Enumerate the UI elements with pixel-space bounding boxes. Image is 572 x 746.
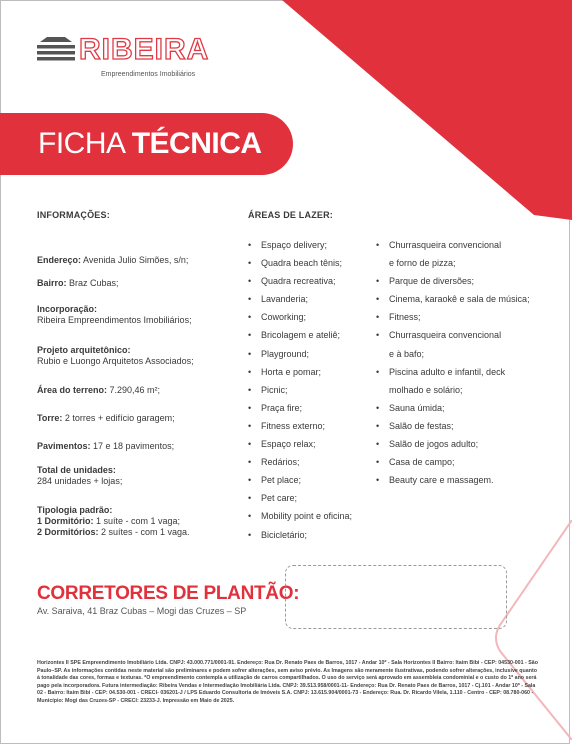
brand-subtitle: Empreendimentos Imobiliários [101,71,196,78]
bullet-icon: • [248,384,252,395]
leisure-item [248,275,352,293]
leisure-item-label: Quadra beach tênis; [261,258,343,269]
leisure-item-label: Bicicletário; [261,529,308,540]
leisure-item [376,239,530,257]
leisure-item-label: Coworking; [261,312,307,323]
leisure-item-label: Praça fire; [261,402,303,413]
info-value: 2 torres + edifício garagem; [62,412,175,423]
leisure-item [376,311,530,329]
brand-name: RIBEIRA [79,33,210,66]
bullet-icon: • [248,529,252,540]
typology-label: 1 Dormitório: [37,515,94,526]
decorative-curve [492,520,572,740]
info-item [37,304,247,327]
leisure-item [248,402,352,420]
info-label: Pavimentos: [37,440,91,451]
brand-logo [37,34,215,84]
bullet-icon: • [376,475,380,486]
leisure-list-2 [376,239,530,492]
bullet-icon: • [248,294,252,305]
leisure-item [376,329,530,347]
contact-box [285,565,507,629]
bullet-icon: • [376,457,380,468]
leisure-item-label: Casa de campo; [389,457,455,468]
typology-label: 2 Dormitórios: [37,527,99,537]
info-item [37,465,247,488]
leisure-item-label: Parque de diversões; [389,276,475,287]
leisure-item-label: Horta e pomar; [261,366,322,377]
leisure-item [248,257,352,275]
leisure-item-label: Piscina adulto e infantil, deck [389,366,506,377]
info-label: Torre: [37,412,63,423]
info-value: Ribeira Empreendimentos Imobiliários; [37,315,192,325]
leisure-item [376,402,530,420]
leisure-item-label: Fitness; [389,312,421,323]
leisure-item-label: e forno de pizza; [389,258,456,269]
bullet-icon: • [248,366,252,377]
bullet-icon: • [248,402,252,413]
info-value: 17 e 18 pavimentos; [90,440,175,451]
bullet-icon: • [248,240,252,250]
bullet-icon: • [376,276,380,287]
leisure-item-label: Mobility point e oficina; [261,511,353,522]
leisure-heading: ÁREAS DE LAZER: [248,210,334,220]
title-light: FICHA [38,127,132,160]
leisure-item [248,366,352,384]
leisure-item-label: Playground; [261,348,310,359]
title-bold: TÉCNICA [131,127,262,160]
leisure-item [248,438,352,456]
leisure-item [248,510,352,528]
leisure-item-label: Beauty care e massagem. [389,475,494,486]
info-value: Avenida Julio Simões, s/n; [81,254,189,265]
leisure-item [376,275,530,293]
agents-section [37,583,299,616]
leisure-item-label: Churrasqueira convencional [389,240,502,250]
leisure-item-label: Redários; [261,457,300,468]
info-value: Braz Cubas; [66,277,119,288]
info-label: Bairro: [37,277,67,288]
bullet-icon: • [248,439,252,450]
bullet-icon: • [376,330,380,341]
leisure-item [376,474,530,492]
leisure-item-label: molhado e solário; [389,384,463,395]
leisure-item [248,311,352,329]
leisure-item-label: Quadra recreativa; [261,276,336,287]
leisure-item-label: Espaço relax; [261,439,316,450]
bullet-icon: • [376,402,380,413]
bullet-icon: • [248,493,252,504]
leisure-item [248,293,352,311]
info-item [37,385,247,397]
bullet-icon: • [248,330,252,341]
bullet-icon: • [376,240,380,250]
leisure-item-label: Cinema, karaokê e sala de música; [389,294,530,305]
bullet-icon: • [376,439,380,450]
bullet-icon: • [248,511,252,522]
info-label: Incorporação: [37,303,98,314]
info-label: Tipologia padrão: [37,504,113,515]
leisure-item [376,420,530,438]
leisure-item-label: Pet place; [261,475,302,486]
leisure-item [248,329,352,347]
bullet-icon: • [376,420,380,431]
agents-title: CORRETORES DE PLANTÃO: [37,583,300,604]
info-item [37,413,247,425]
agents-address: Av. Saraiva, 41 Braz Cubas – Mogi das Cruzes – SP [37,606,247,616]
bullet-icon: • [376,366,380,377]
info-item [37,278,247,290]
leisure-item-label: Pet care; [261,493,298,504]
bullet-icon: • [376,294,380,305]
info-item [37,505,247,517]
info-heading: INFORMAÇÕES: [37,210,110,220]
info-label: Projeto arquitetônico: [37,344,131,355]
leisure-item-label: Bricolagem e ateliê; [261,330,341,341]
leisure-item [376,257,530,275]
info-item [37,441,247,453]
bullet-icon: • [248,420,252,431]
info-item [37,255,247,267]
leisure-item [248,474,352,492]
leisure-item [248,420,352,438]
info-label: Área do terreno: [37,384,108,395]
leisure-item-label: Salão de jogos adulto; [389,439,479,450]
leisure-item-label: e à bafo; [389,348,425,359]
logo-stripes-icon [37,37,75,63]
typology-value: 2 suítes - com 1 vaga. [98,527,190,537]
info-column [37,210,237,537]
info-label: Total de unidades: [37,464,116,475]
leisure-item [376,384,530,402]
leisure-item-label: Churrasqueira convencional [389,330,502,341]
bullet-icon: • [248,258,252,269]
leisure-item [248,456,352,474]
title-banner [0,113,293,175]
bullet-icon: • [248,348,252,359]
leisure-item [248,384,352,402]
leisure-item [248,348,352,366]
info-value: 284 unidades + lojas; [37,476,123,486]
leisure-item-label: Fitness externo; [261,420,326,431]
bullet-icon: • [248,457,252,468]
leisure-item [248,492,352,510]
leisure-item-label: Espaço delivery; [261,240,328,250]
leisure-item-label: Salão de festas; [389,420,454,431]
leisure-item [248,239,352,257]
info-value: Rubio e Luongo Arquitetos Associados; [37,356,194,366]
bullet-icon: • [248,475,252,486]
leisure-item [376,366,530,384]
typology-item [37,527,190,539]
bullet-icon: • [248,312,252,323]
bullet-icon: • [248,276,252,287]
bullet-icon: • [376,312,380,323]
leisure-list-1 [248,239,352,547]
leisure-item-label: Picnic; [261,384,288,395]
leisure-item [376,293,530,311]
leisure-item [376,348,530,366]
typology-value: 1 suíte - com 1 vaga; [93,515,181,526]
leisure-item [376,456,530,474]
leisure-item-label: Sauna úmida; [389,402,445,413]
legal-text: Horizontes II SPE Empreendimento Imobiliário Ltda. CNPJ: 43.000.771/0001-91. Endereço: Rua Dr. Renato Paes de Barros, 1017 - Andar 10º - Sala Horizontes II Bairro: Itaim Bibi - CEP: 04530-001 - São Paulo–SP. As informações contidas neste material são preliminares e podem sofrer alterações, sem aviso prévio. As Imagens são meramente ilustrativas, podendo sofrer alterações, inclusive quanto à tonalidade das cores, formas e texturas. *O empreendimento contempla a utilização de carros compartilhados. O uso do serviço será aprovado em assembleia condominial e o custo do 1º ano será pago pela incorporadora. Futura intermediação: Ribeira Vendas e Intermediação Imobiliária Ltda. CNPJ: 39.513.958/0001-11- Endereço: Rua Dr. Renato Paes de Barros, 1017 - Cj.101 - Andar 10º - Sala 02 - Bairro: Itaim Bibi - CEP: 04.530-001 - CRECI- 036201-J / LPS Eduardo Consultoria de Imóveis S.A. CNPJ: 13.615.904/0001-73 - Endereço: Rua. Dr. Ricardo Vilela, 1.110 - Centro - CEP: 08.780-060 - Município: Mogi das Cruzes-SP - CRECI: 23233-J. Impressão em Maio de 2025. [37,660,538,704]
leisure-item [248,529,352,547]
info-item [37,345,247,368]
leisure-item-label: Lavanderia; [261,294,309,305]
typology-item [37,516,180,528]
info-label: Endereço: [37,254,82,265]
info-value: 7.290,46 m²; [107,384,161,395]
page-title [38,127,262,161]
leisure-item [376,438,530,456]
